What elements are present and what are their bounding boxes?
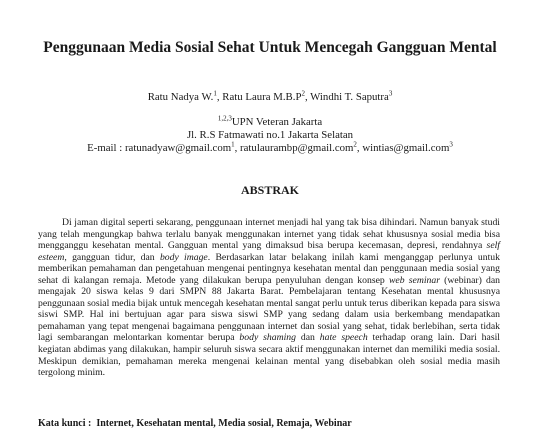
author-list: Ratu Nadya W.$^1$, Ratu Laura $M.B.P^2$, Windhi T. Saputra$^3$ — [147, 89, 393, 103]
keywords-list: Internet, Kesehatan mental, Media sosial, Remaja, Webinar — [96, 418, 352, 429]
abstract-text: . Berdasarkan latar belakang inilah kami menganggap perlunya untuk memberikan pemahaman dan pengetahuan mengenai pentingnya kesehatan mental dan penggunaan media sosial yang sehat di kalangan remaja. Metode yang dilakukan berupa penyuluhan dengan konsep — [38, 251, 500, 286]
keywords-label: Kata kunci : — [38, 418, 92, 429]
institution-line — [0, 116, 540, 129]
email-link[interactable]: ratunadyaw@gmail.com — [124, 142, 232, 154]
paper-title: Penggunaan Media Sosial Sehat Untuk Mencegah Gangguan Mental — [43, 39, 497, 56]
abstract-text: terhadap orang lain. Dari hasil kegiatan abdimas yang dilakukan, hampir seluruh siswa secara aktif menggunakan internet dan memiliki media sosial. Meskipun demikian, pemahaman mereka mengenai kelainan mental yang disebabkan oleh sosial media masih tergolong minim. — [38, 332, 500, 379]
abstract-italic-term: self esteem — [38, 240, 500, 263]
email-label: E-mail : — [87, 142, 125, 154]
abstract-text: (webinar) dan mengajak 20 siswa kelas 9 dari SMPN 88 Jakarta Barat. Pembelajaran tentang Kesehatan mental khususnya penggunaan sosial media bijak untuk mencegah kesehatan mental sangat perlu untuk terus diberikan kepada para siswa siswi SMP. Hal ini bertujuan agar para siswa siswi SMP yang sedang dalam usia berkembang mendapatkan pemahaman yang tepat mengenai bagaimana penggunaan internet dan sosial yang sehat, tidak berlebihan, serta tidak lagi sembarangan melontarkan komentar berupa — [38, 274, 501, 344]
author-superscript: 1 — [213, 89, 217, 98]
affiliation-block — [0, 116, 540, 155]
email-line: E-mail : ratunadyaw@gmail.com$^1$, ratulaurambp@gmail.com$^2$, wintias@gmail.com$^3$ — [87, 140, 453, 154]
abstract-italic-term: hate speech — [319, 332, 368, 344]
email-superscript: 1 — [231, 140, 235, 149]
abstract-paragraph — [38, 217, 500, 379]
email-superscript: 2 — [353, 140, 357, 149]
email-link[interactable]: ratulaurambp@gmail.com — [240, 142, 354, 154]
abstract-text: dan — [295, 332, 320, 344]
abstract-text: Di jaman digital seperti sekarang, penggunaan internet menjadi hal yang tak bisa dihindari. Namun banyak studi yang telah mengungkap bahwa terlalu banyak menggunakan internet yang tidak sehat khususnya sosial media bisa mengganggu kesehatan mental. Gangguan mental yang dimaksud bisa berupa kecemasan, depresi, rendahnya — [38, 217, 500, 252]
keywords-line — [38, 418, 508, 430]
author-name: Ratu Laura M.B.P — [222, 91, 302, 103]
author-superscript: 3 — [388, 89, 393, 98]
address-line: Jl. R.S Fatmawati no.1 Jakarta Selatan — [186, 129, 354, 141]
abstract-italic-term: web seminar — [388, 274, 440, 286]
abstract-italic-term: body shaming — [239, 332, 296, 344]
abstract-heading: ABSTRAK — [240, 183, 299, 197]
email-link[interactable]: wintias@gmail.com — [362, 142, 450, 154]
affiliation-superscript: 1,2,3 — [217, 114, 232, 123]
abstract-italic-term: body image — [159, 251, 208, 263]
abstract-text: , gangguan tidur, dan — [64, 251, 160, 263]
institution-name: UPN Veteran Jakarta — [231, 116, 323, 128]
email-superscript: 3 — [449, 140, 453, 149]
author-name: Windhi T. Saputra — [310, 91, 389, 103]
author-superscript: 2 — [301, 89, 305, 98]
author-name: Ratu Nadya W. — [147, 91, 214, 103]
